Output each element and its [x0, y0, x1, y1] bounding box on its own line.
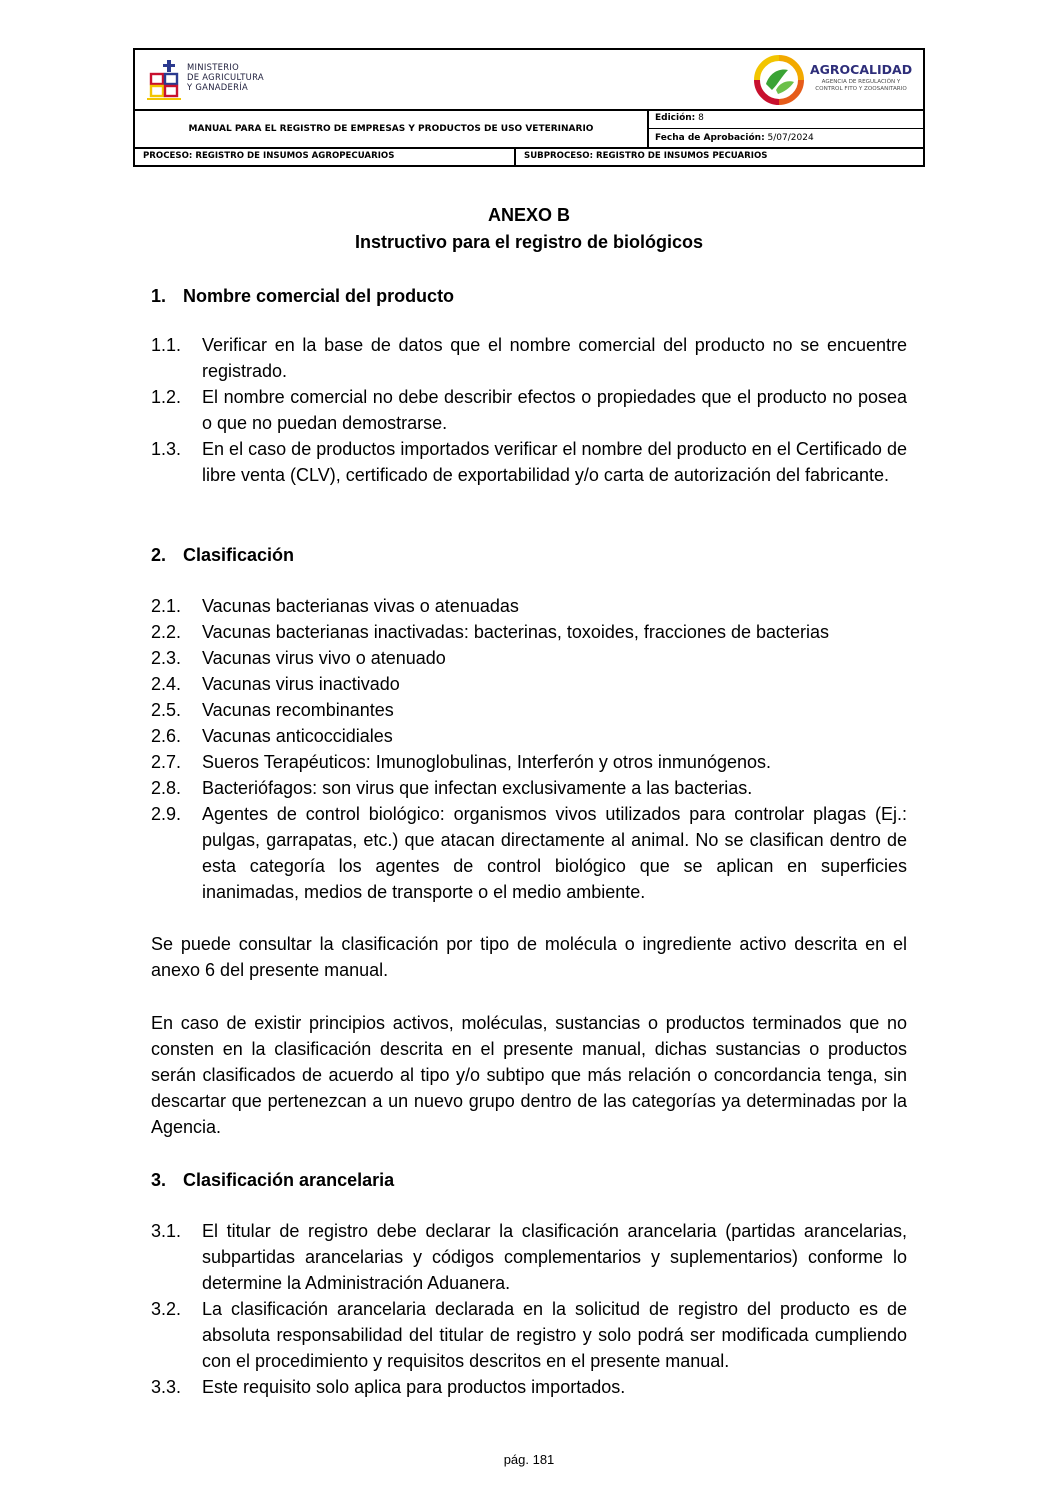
item-text: Vacunas bacterianas vivas o atenuadas: [202, 596, 519, 616]
approval-label: Fecha de Aprobación:: [655, 133, 765, 143]
page-number: pág. 181: [503, 1452, 555, 1467]
item-text: El nombre comercial no debe describir efectos o propiedades que el producto no posea o que no puedan demostrarse.: [202, 387, 907, 433]
process-row: [135, 149, 923, 165]
approval-value: 5/07/2024: [767, 133, 814, 143]
section-number: 2.: [151, 545, 167, 565]
ministry-logo: [147, 58, 277, 102]
list-item: [151, 593, 907, 619]
item-text: Este requisito solo aplica para productos importados.: [202, 1377, 626, 1397]
item-number: 3.2.: [151, 1299, 182, 1319]
process-cell: PROCESO: REGISTRO DE INSUMOS AGROPECUARIOS: [135, 149, 516, 165]
section-title: Clasificación: [183, 545, 295, 565]
ministry-line-1: MINISTERIO: [187, 62, 240, 72]
item-number: 3.3.: [151, 1377, 182, 1397]
item-text: Bacteriófagos: son virus que infectan exclusivamente a las bacterias.: [202, 778, 753, 798]
item-number: 2.5.: [151, 700, 182, 720]
section-heading-3: [151, 1167, 394, 1193]
agrocalidad-subtitle-line-2: CONTROL FITO Y ZOOSANITARIO: [815, 86, 907, 92]
agrocalidad-emblem-icon: [752, 54, 806, 106]
item-number: 2.3.: [151, 648, 182, 668]
list-item: [151, 436, 907, 488]
item-text: Vacunas virus inactivado: [202, 674, 400, 694]
list-item: [151, 697, 907, 723]
agrocalidad-logo: [752, 54, 917, 106]
section-number: 3.: [151, 1170, 167, 1190]
item-number: 2.9.: [151, 804, 182, 824]
agrocalidad-subtitle: [810, 79, 912, 93]
item-text: Vacunas virus vivo o atenuado: [202, 648, 446, 668]
list-item: [151, 749, 907, 775]
paragraph: Se puede consultar la clasificación por tipo de molécula o ingrediente activo descrita en el anexo 6 del presente manual.: [151, 934, 907, 980]
item-number: 2.7.: [151, 752, 182, 772]
item-number: 3.1.: [151, 1221, 182, 1241]
approval-date-cell: [649, 129, 923, 147]
annex-title: ANEXO B: [487, 205, 570, 225]
item-text: Sueros Terapéuticos: Imunoglobulinas, Interferón y otros inmunógenos.: [202, 752, 772, 772]
subprocess-cell: SUBPROCESO: REGISTRO DE INSUMOS PECUARIOS: [524, 151, 768, 161]
list-item: [151, 671, 907, 697]
item-number: 2.6.: [151, 726, 182, 746]
item-text: La clasificación arancelaria declarada en la solicitud de registro del producto es de absoluta responsabilidad del titular de registro y solo podrá ser modificada cumpliendo con el procedimiento y requisitos descritos en el presente manual.: [202, 1299, 907, 1371]
item-number: 1.3.: [151, 439, 182, 459]
agrocalidad-subtitle-line-1: AGENCIA DE REGULACIÓN Y: [821, 79, 901, 85]
agrocalidad-name: AGROCALIDAD: [810, 62, 913, 77]
annex-subtitle: Instructivo para el registro de biológicos: [354, 232, 704, 252]
ministry-emblem-icon: [147, 58, 181, 102]
item-number: 1.2.: [151, 387, 182, 407]
ministry-line-2: DE AGRICULTURA: [187, 72, 264, 82]
list-item: [151, 801, 907, 905]
item-text: Vacunas bacterianas inactivadas: bacterinas, toxoides, fracciones de bacterias: [202, 622, 830, 642]
section-heading-2: [151, 542, 294, 568]
item-text: Vacunas recombinantes: [202, 700, 394, 720]
list-item: [151, 645, 907, 671]
list-item: [151, 1374, 907, 1400]
paragraph: En caso de existir principios activos, moléculas, sustancias o productos terminados que no consten en la clasificación descrita en el presente manual, dichas sustancias o productos serán clasificados de acuerdo al tipo y/o subtipo que más relación o concordancia tenga, sin descartar que pertenezcan a un nuevo grupo dentro de las categorías ya determinadas por la Agencia.: [151, 1013, 907, 1137]
edition-label: Edición:: [655, 113, 696, 123]
list-item: [151, 332, 907, 384]
ministry-name: [187, 62, 264, 92]
section-heading-1: [151, 283, 454, 309]
item-number: 2.2.: [151, 622, 182, 642]
item-text: Vacunas anticoccidiales: [202, 726, 393, 746]
list-item: [151, 1296, 907, 1374]
logo-row: [135, 50, 923, 111]
edition-value: 8: [698, 113, 704, 123]
list-item: [151, 384, 907, 436]
list-item: [151, 619, 907, 645]
section-number: 1.: [151, 286, 167, 306]
list-item: [151, 775, 907, 801]
section-title: Nombre comercial del producto: [183, 286, 455, 306]
section-title: Clasificación arancelaria: [183, 1170, 395, 1190]
item-number: 2.8.: [151, 778, 182, 798]
item-text: En el caso de productos importados verificar el nombre del producto en el Certificado de libre venta (CLV), certificado de exportabilidad y/o carta de autorización del fabricante.: [202, 439, 907, 485]
item-text: Agentes de control biológico: organismos vivos utilizados para controlar plagas (Ej.: pulgas, garrapatas, etc.) que atacan directamente al animal. No se clasifican dentro de esta categoría los agentes de control biológico que se aplican en superficies inanimadas, medios de transporte o el medio ambiente.: [202, 804, 907, 902]
list-item: [151, 723, 907, 749]
item-text: Verificar en la base de datos que el nombre comercial del producto no se encuentre registrado.: [202, 335, 907, 381]
list-item: [151, 1218, 907, 1296]
document-header: [133, 48, 925, 167]
manual-title: MANUAL PARA EL REGISTRO DE EMPRESAS Y PRODUCTOS DE USO VETERINARIO: [135, 111, 649, 147]
item-number: 1.1.: [151, 335, 182, 355]
item-number: 2.1.: [151, 596, 182, 616]
title-row: [135, 111, 923, 149]
ministry-line-3: Y GANADERÍA: [187, 82, 249, 92]
item-text: El titular de registro debe declarar la clasificación arancelaria (partidas arancelarias, subpartidas arancelarias y códigos complementarios y suplementarios) conforme lo determine la Administración Aduanera.: [202, 1221, 907, 1293]
item-number: 2.4.: [151, 674, 182, 694]
edition-cell: [649, 111, 923, 129]
